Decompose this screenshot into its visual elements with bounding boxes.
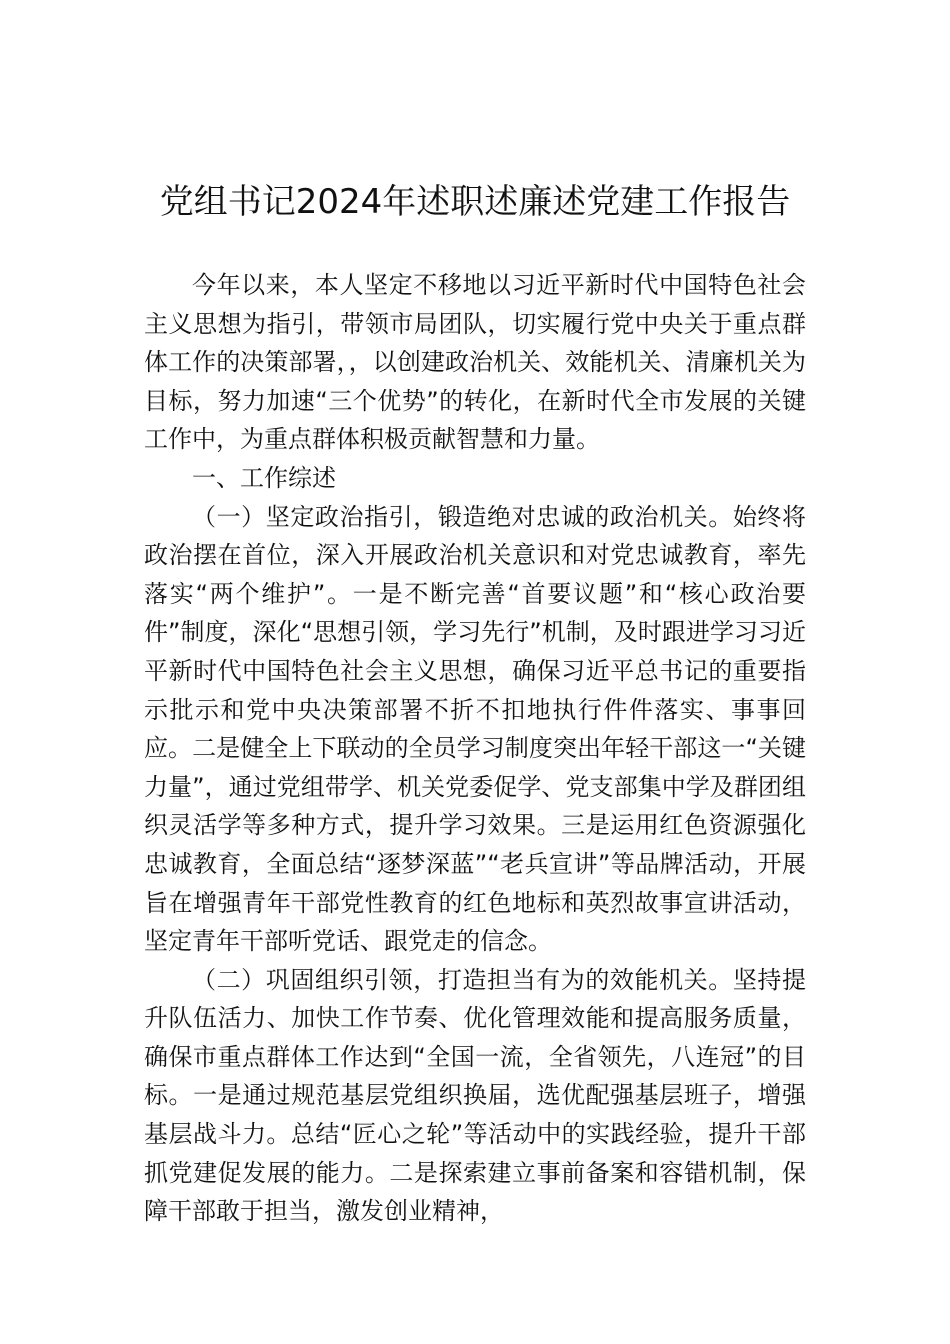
document-body [144,266,806,1231]
section-heading: 一、工作综述 [192,463,336,492]
document-title: 党组书记2024年述职述廉述党建工作报告 [159,182,791,222]
subsection-paragraph-2: （二）巩固组织引领，打造担当有为的效能机关。坚持提升队伍活力、加快工作节奏、优化管理效能和提高服务质量，确保市重点群体工作达到“全国一流，全省领先，八连冠”的目标。一是通过规范基层党组织换届，选优配强基层班子，增强基层战斗力。总结“匠心之轮”等活动中的实践经验，提升干部抓党建促发展的能力。二是探索建立事前备案和容错机制，保障干部敢于担当，激发创业精神， [144,965,806,1226]
subsection-paragraph-1: （一）坚定政治指引，锻造绝对忠诚的政治机关。始终将政治摆在首位，深入开展政治机关意识和对党忠诚教育，率先落实“两个维护”。一是不断完善“首要议题”和“核心政治要件”制度，深化“思想引领，学习先行”机制，及时跟进学习习近平新时代中国特色社会主义思想，确保习近平总书记的重要指示批示和党中央决策部署不折不扣地执行件件落实、事事回应。二是健全上下联动的全员学习制度突出年轻干部这一“关键力量”，通过党组带学、机关党委促学、党支部集中学及群团组织灵活学等多种方式，提升学习效果。三是运用红色资源强化忠诚教育，全面总结“逐梦深蓝”“老兵宣讲”等品牌活动，开展旨在增强青年干部党性教育的红色地标和英烈故事宣讲活动，坚定青年干部听党话、跟党走的信念。 [144,502,806,956]
intro-paragraph: 今年以来，本人坚定不移地以习近平新时代中国特色社会主义思想为指引，带领市局团队，切实履行党中央关于重点群体工作的决策部署，，以创建政治机关、效能机关、清廉机关为目标，努力加速“三个优势”的转化，在新时代全市发展的关键工作中，为重点群体积极贡献智慧和力量。 [144,271,806,454]
